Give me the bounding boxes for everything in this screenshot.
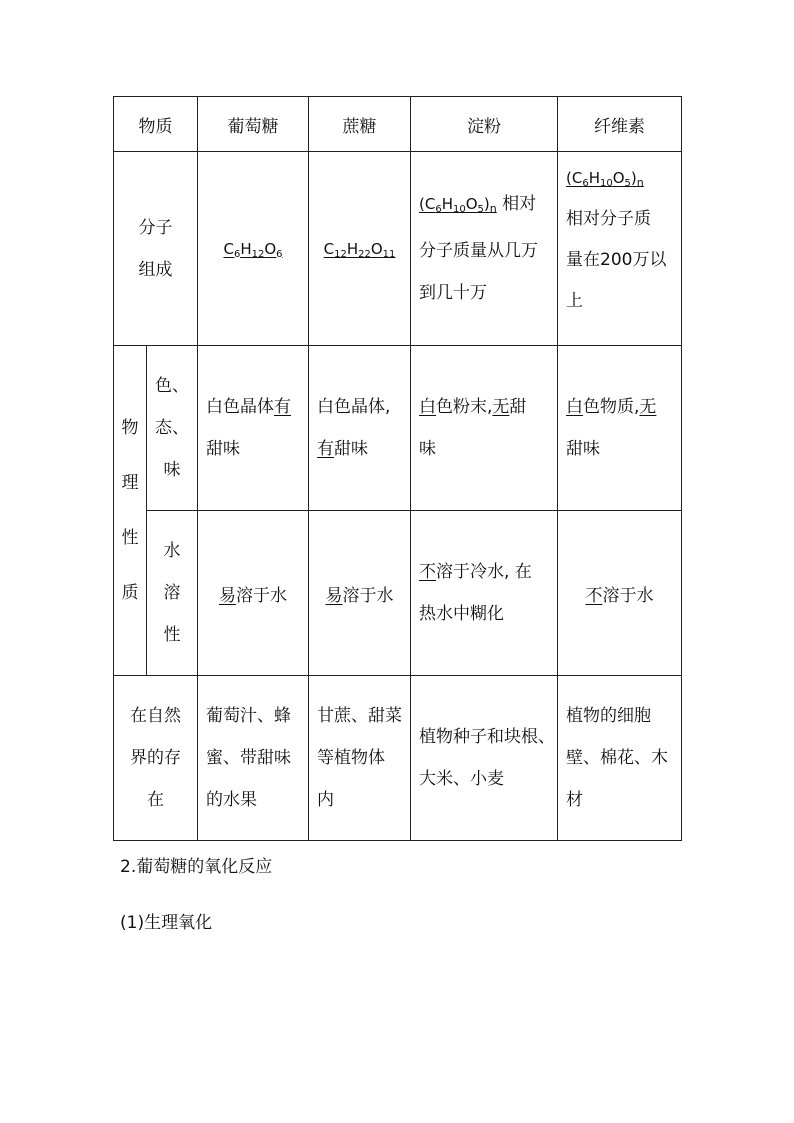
sucrose-appearance: 白色晶体, 有甜味: [309, 346, 411, 511]
sugar-comparison-table: [113, 96, 682, 841]
sucrose-formula: $C_{12}H_{22}O_{11}$: [309, 152, 411, 346]
starch-appearance: 白色粉末,无甜 味: [411, 346, 558, 511]
header-glucose: 葡萄糖: [198, 97, 309, 152]
physical-properties-label: 物 理 性 质: [114, 346, 147, 676]
cellulose-composition: $(C_6H_{10}O_5)_n$ 相对分子质 量在200万以 上: [558, 152, 682, 346]
header-row: [114, 97, 682, 152]
composition-row: [114, 152, 682, 346]
starch-solubility: 不溶于冷水, 在 热水中糊化: [411, 511, 558, 676]
glucose-occurrence: 葡萄汁、蜂 蜜、带甜味 的水果: [198, 676, 309, 841]
solubility-label: 水 溶 性: [147, 511, 198, 676]
composition-label: 分子 组成: [114, 152, 198, 346]
glucose-formula: $C_6H_{12}O_6$: [198, 152, 309, 346]
occurrence-row: [114, 676, 682, 841]
header-substance: 物质: [114, 97, 198, 152]
sucrose-occurrence: 甘蔗、甜菜 等植物体 内: [309, 676, 411, 841]
cellulose-solubility: 不溶于水: [558, 511, 682, 676]
glucose-appearance: 白色晶体有 甜味: [198, 346, 309, 511]
cellulose-occurrence: 植物的细胞 壁、棉花、木 材: [558, 676, 682, 841]
header-cellulose: 纤维素: [558, 97, 682, 152]
glucose-solubility: 易溶于水: [198, 511, 309, 676]
occurrence-label: 在自然 界的存 在: [114, 676, 198, 841]
section-heading: 2.葡萄糖的氧化反应: [120, 857, 273, 877]
appearance-row: [114, 346, 682, 511]
header-starch: 淀粉: [411, 97, 558, 152]
starch-composition: $(C_6H_{10}O_5)_n$ 相对 分子质量从几万 到几十万: [411, 152, 558, 346]
section-subheading: (1)生理氧化: [120, 913, 213, 933]
header-sucrose: 蔗糖: [309, 97, 411, 152]
solubility-row: [114, 511, 682, 676]
cellulose-appearance: 白色物质,无 甜味: [558, 346, 682, 511]
appearance-label: 色、 态、 味: [147, 346, 198, 511]
sucrose-solubility: 易溶于水: [309, 511, 411, 676]
starch-occurrence: 植物种子和块根、 大米、小麦: [411, 676, 558, 841]
